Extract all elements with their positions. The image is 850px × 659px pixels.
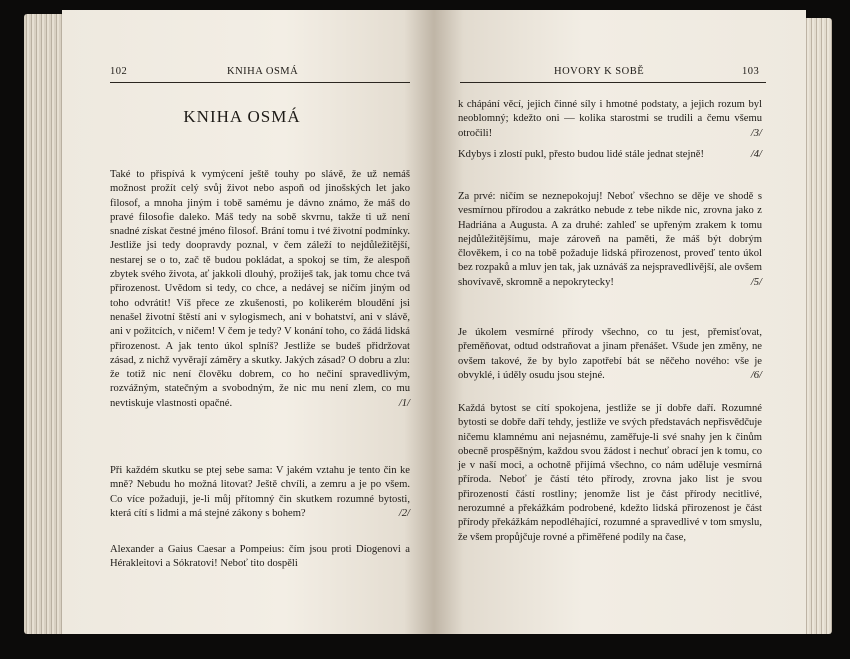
open-book [22, 8, 834, 648]
paragraph-text: Je úkolem vesmírné přírody všechno, co tu jest, přemisťovat, přeměňovat, odtud odstraňovat a jinam přenášet. Všude jen změny, ne ovšem takové, že by bylo zapotřebí bát se něčeho nového: vše je obvyklé, i úděly osudu jsou stejné. [458, 327, 762, 381]
paragraph-5 [458, 148, 762, 162]
section-mark: /6/ [750, 369, 762, 381]
running-head-left: KNIHA OSMÁ [227, 66, 299, 77]
section-mark: /3/ [750, 127, 762, 139]
paragraph-text: Při každém skutku se ptej sebe sama: V jakém vztahu je tento čin ke mně? Nebudu ho možná litovat? Ještě chvíli, a zemru a je po všem. Co více požaduji, je-li můj přítomný čin skutkem rozumné bytosti, která cítí s lidmi a má stejné zákony s bohem? [110, 465, 410, 519]
section-mark: /4/ [750, 149, 762, 160]
page-edges-right [804, 18, 832, 634]
paragraph-6 [458, 190, 762, 290]
paragraph-text: Každá bytost se cítí spokojena, jestliže se jí dobře daří. Rozumné bytosti se dobře daří tehdy, jestliže ve svých představách nepřisvědčuje ničemu klamnému ani nejasnému, zaměřuje-li své snahy jen k činům obecně prospěšným, každou svou žádost i nechuť obrací jen k tomu, co je v naší moci, a ochotně přijímá všechno, co nám uděluje vesmírná příroda. Neboť je částí této přírody, zrovna jako list je svou přirozeností částí rostliny; jenomže list je část přírody necitlivé, nerozumné a překážkám podrobené, kdežto lidská přirozenost je část přírody překážkám nepodléhající, rozumné a spravedlivé v tom smyslu, že všem propůjčuje rovné a přiměřené podíly na čase, [458, 403, 762, 543]
section-mark: /2/ [398, 507, 410, 519]
paragraph-text: k chápání věcí, jejich činné síly i hmotné podstaty, a jejich rozum byl neoblomný; kdežto oni — kolika starostmi se trudili a čemu všemu otročili! [458, 99, 762, 139]
header-rule-left [110, 82, 410, 83]
paragraph-3 [110, 543, 410, 572]
paragraph-text: Také to přispívá k vymýcení ještě touhy po slávě, že už nemáš možnost prožít celý svůj život nebo aspoň od jinošských let jako filosof, a mnoha jiným i tobě samému je dávno známo, že máš do pravé filosofie daleko. Máš tedy na sobě skvrnu, takže ti už není snadné získat čestné jméno filosof. Brání tomu i tvé životní podmínky. Jestliže jsi tedy doopravdy poznal, v čem záleží to nejdůležitější, nestarej se o to, zač tě budou pokládat, a spokoj se tím, že alespoň zbytek svého života, ať jakkoli dlouhý, prožiješ tak, jak tomu chce tvá přirozenost. Uvědom si tedy, co chce, a nedávej se ničím jiným od toho odvrátit! Víš přece ze zkušenosti, po kolikerém bloudění jsi nenašel životní štěstí ani v sylogismech, ani v bohatství, ani v slávě, ani v požitcích, v ničem! V čem je tedy? V konání toho, co žádá lidská přirozenost. A jak tento úkol splníš? Jestliže se budeš přidržovat zásad, z nichž vyvěrají záměry a skutky. Jakých zásad? O dobru a zlu: že totiž nic není člověku dobrem, co ho nečiní spravedlivým, rozvážným, statečným a svobodným, že nic mu není zlem, co mu nevtiskuje vlastnosti opačné. [110, 169, 410, 409]
header-rule-right [460, 82, 766, 83]
paragraph-text: Za prvé: ničím se neznepokojuj! Neboť všechno se děje ve shodě s vesmírnou přírodou a zakrátko nebude z tebe nikde nic, zrovna jako z Hadriána a Augusta. A za druhé: zahleď se upřeným zrakem k tomu nejdůležitějšímu, maje zároveň na paměti, že máš být dobrým člověkem, i co na tobě požaduje lidská přirozenost, proveď tento úkol bez rozpaků a mluv jen tak, jak uznáváš za nejspravedlivější, ale ovšem shovívavě, skromně a nepokrytecky! [458, 191, 762, 288]
paragraph-4 [458, 98, 762, 141]
right-page [434, 10, 806, 634]
paragraph-text: Alexander a Gaius Caesar a Pompeius: čím jsou proti Diogenovi a Hérakleitovi a Sókratovi! Neboť tito dospěli [110, 544, 410, 570]
chapter-title: KNIHA OSMÁ [183, 107, 301, 126]
paragraph-7 [458, 326, 762, 383]
paragraph-8 [458, 402, 762, 545]
page-number-left: 102 [110, 66, 128, 77]
left-page [62, 10, 434, 634]
page-number-right: 103 [742, 66, 760, 77]
running-head-right: HOVORY K SOBĚ [554, 66, 645, 77]
paragraph-text: Kdybys i zlostí pukl, přesto budou lidé stále jednat stejně! [458, 149, 704, 160]
section-mark: /5/ [750, 276, 762, 288]
paragraph-2 [110, 464, 410, 521]
section-mark: /1/ [398, 397, 410, 409]
paragraph-1 [110, 168, 410, 411]
